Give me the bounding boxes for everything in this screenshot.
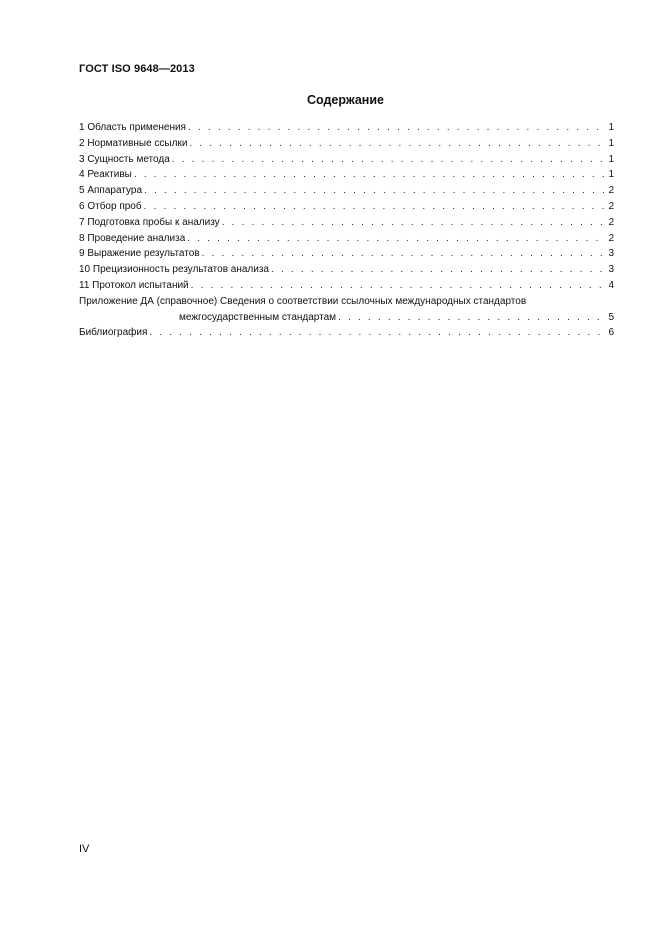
toc-entry-label: межгосударственным стандартам [179, 311, 337, 323]
toc-entry-label: 4 Реактивы [79, 169, 132, 181]
toc-leader-dots [144, 183, 604, 199]
toc-entry-page: 2 [608, 185, 614, 197]
toc-entry-page: 3 [608, 248, 614, 260]
toc-entry-page: 6 [608, 327, 614, 339]
toc-entry-sample-preparation[interactable] [79, 215, 614, 231]
toc-leader-dots [149, 325, 604, 341]
toc-leader-dots [172, 152, 604, 168]
toc-entry-page: 4 [608, 279, 614, 291]
page-header-code: ГОСТ ISO 9648—2013 [79, 63, 195, 75]
toc-entry-label: 1 Область применения [79, 122, 186, 133]
toc-leader-dots [202, 246, 604, 262]
toc-entry-page: 3 [608, 264, 614, 276]
toc-entry-normative-references[interactable] [79, 136, 614, 152]
toc-annex-line2[interactable] [79, 310, 614, 326]
toc-entry-expression-of-results[interactable] [79, 246, 614, 262]
toc-entry-label: 7 Подготовка пробы к анализу [79, 216, 220, 228]
toc-entry-label: 6 Отбор проб [79, 200, 142, 212]
toc-entry-apparatus[interactable] [79, 183, 614, 199]
toc-entry-page: 2 [608, 232, 614, 244]
toc-entry-page: 1 [608, 153, 614, 165]
toc-leader-dots [191, 278, 604, 294]
toc-entry-label: 5 Аппаратура [79, 185, 143, 197]
toc-entry-bibliography[interactable] [79, 325, 614, 341]
toc-entry-precision[interactable] [79, 262, 614, 278]
toc-entry-page: 5 [608, 311, 614, 323]
toc-entry-label: 8 Проведение анализа [79, 232, 186, 244]
toc-leader-dots [271, 262, 604, 278]
toc-leader-dots [134, 167, 604, 183]
toc-entry-page: 1 [608, 122, 614, 133]
toc-entry-label: 9 Выражение результатов [79, 248, 200, 260]
toc-annex-line1[interactable]: Приложение ДА (справочное) Сведения о соответствии ссылочных международных стандартов [79, 295, 527, 307]
toc-entry-label: 3 Сущность метода [79, 153, 170, 165]
toc-entry-page: 1 [608, 137, 614, 149]
toc-leader-dots [338, 310, 604, 326]
toc-entry-page: 1 [608, 169, 614, 181]
page-number: IV [79, 843, 90, 855]
toc-leader-dots [187, 231, 604, 247]
toc-leader-dots [188, 120, 604, 136]
toc-leader-dots [222, 215, 604, 231]
toc-entry-label: 10 Прецизионность результатов анализа [79, 264, 269, 276]
toc-leader-dots [189, 136, 604, 152]
toc-entry-label: 2 Нормативные ссылки [79, 137, 188, 149]
toc-entry-sampling[interactable] [79, 199, 614, 215]
toc-entry-method-principle[interactable] [79, 152, 614, 168]
table-of-contents [79, 120, 614, 341]
toc-entry-label: Библиография [79, 327, 148, 339]
toc-leader-dots [144, 199, 604, 215]
toc-title: Содержание [306, 93, 384, 107]
toc-entry-scope[interactable] [79, 120, 614, 136]
toc-entry-procedure[interactable] [79, 231, 614, 247]
toc-entry-reagents[interactable] [79, 167, 614, 183]
toc-entry-page: 2 [608, 216, 614, 228]
toc-entry-test-report[interactable] [79, 278, 614, 294]
toc-entry-page: 2 [608, 200, 614, 212]
toc-entry-label: 11 Протокол испытаний [79, 279, 189, 291]
